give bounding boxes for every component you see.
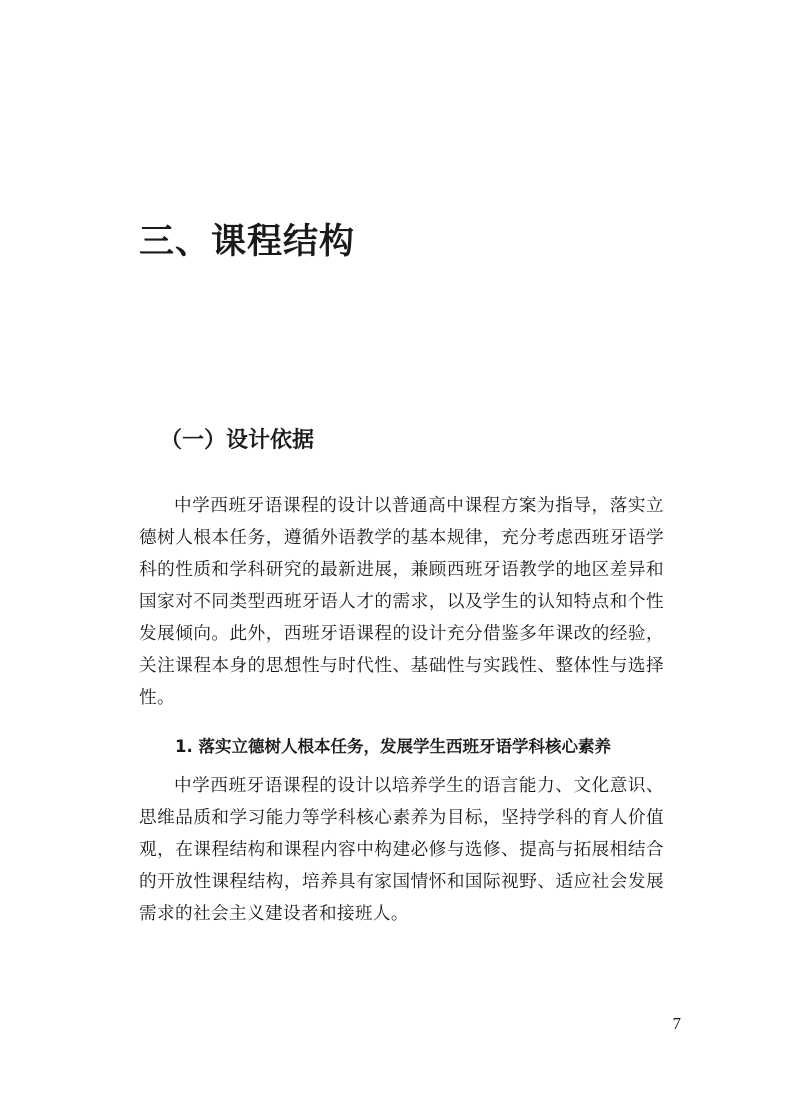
subsection-heading: 1. 落实立德树人根本任务，发展学生西班牙语学科核心素养	[175, 737, 611, 756]
intro-paragraph: 中学西班牙语课程的设计以普通高中课程方案为指导，落实立德树人根本任务，遵循外语教学的基本规律，充分考虑西班牙语学科的性质和学科研究的最新进展，兼顾西班牙语教学的地区差异和国家对不同类型西班牙语人才的需求，以及学生的认知特点和个性发展倾向。此外，西班牙语课程的设计充分借鉴多年课改的经验，关注课程本身的思想性与时代性、基础性与实践性、整体性与选择性。	[139, 496, 664, 708]
chapter-title: 三、课程结构	[139, 222, 356, 262]
subsection-paragraph: 中学西班牙语课程的设计以培养学生的语言能力、文化意识、思维品质和学习能力等学科核心素养为目标，坚持学科的育人价值观，在课程结构和课程内容中构建必修与选修、提高与拓展相结合的开放性课程结构，培养具有家国情怀和国际视野、适应社会发展需求的社会主义建设者和接班人。	[139, 776, 664, 924]
section-heading: （一）设计依据	[160, 428, 315, 453]
page-number: 7	[672, 1014, 681, 1033]
